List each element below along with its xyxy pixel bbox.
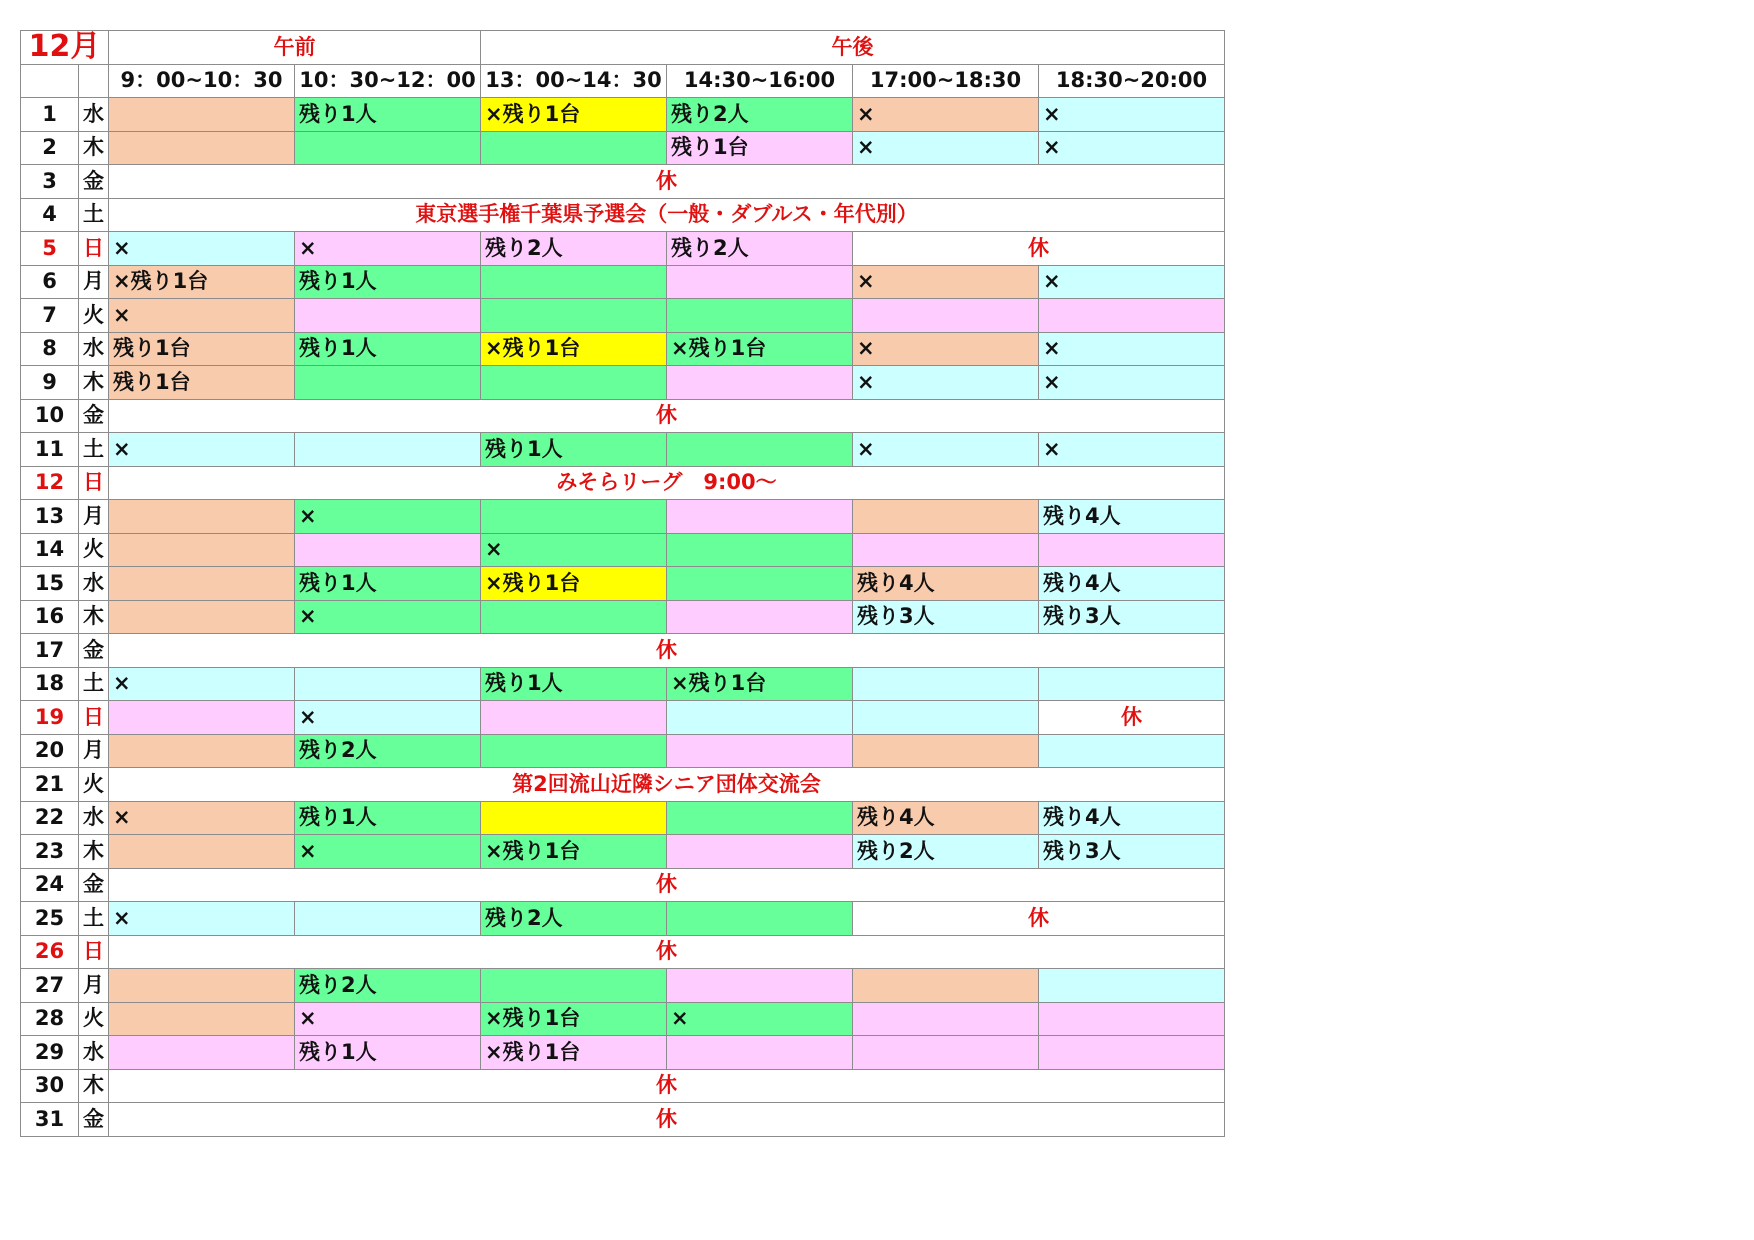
weekday: 土 — [79, 433, 109, 467]
day-row — [21, 935, 1225, 969]
slot-cell — [295, 299, 481, 333]
slot-cell — [853, 734, 1039, 768]
day-number: 5 — [21, 232, 79, 266]
slot-cell: 残り1人 — [295, 98, 481, 132]
day-row — [21, 667, 1225, 701]
day-row — [21, 131, 1225, 165]
schedule-table — [20, 30, 1225, 1137]
slot-cell — [667, 533, 853, 567]
weekday: 木 — [79, 1069, 109, 1103]
day-number: 6 — [21, 265, 79, 299]
slot-cell — [667, 265, 853, 299]
slot-header: 9：00~10：30 — [109, 64, 295, 98]
slot-header-row — [21, 64, 1225, 98]
slot-header: 17:00~18:30 — [853, 64, 1039, 98]
slot-cell — [109, 1036, 295, 1070]
weekday: 木 — [79, 131, 109, 165]
day-number: 10 — [21, 399, 79, 433]
slot-cell: 残り1台 — [109, 366, 295, 400]
slot-cell — [109, 969, 295, 1003]
weekday: 日 — [79, 232, 109, 266]
day-number: 3 — [21, 165, 79, 199]
slot-cell: × — [109, 433, 295, 467]
slot-cell — [295, 433, 481, 467]
slot-cell: 残り4人 — [1039, 500, 1225, 534]
day-number: 28 — [21, 1002, 79, 1036]
slot-cell: 残り1人 — [295, 1036, 481, 1070]
slot-cell: ×残り1台 — [667, 332, 853, 366]
full-day-note: 東京選手権千葉県予選会（一般・ダブルス・年代別） — [109, 198, 1225, 232]
slot-cell — [667, 734, 853, 768]
day-row — [21, 868, 1225, 902]
day-number: 22 — [21, 801, 79, 835]
slot-cell: × — [109, 801, 295, 835]
slot-cell: ×残り1台 — [481, 98, 667, 132]
day-number: 26 — [21, 935, 79, 969]
slot-cell — [853, 1002, 1039, 1036]
weekday: 月 — [79, 969, 109, 1003]
slot-cell: 残り4人 — [853, 567, 1039, 601]
weekday: 水 — [79, 98, 109, 132]
slot-cell — [667, 567, 853, 601]
slot-cell: 残り1人 — [295, 332, 481, 366]
slot-cell: 残り3人 — [1039, 835, 1225, 869]
slot-cell — [481, 969, 667, 1003]
weekday: 日 — [79, 935, 109, 969]
slot-cell — [109, 734, 295, 768]
day-row — [21, 366, 1225, 400]
slot-cell — [667, 433, 853, 467]
slot-cell: × — [481, 533, 667, 567]
blank-header-cell — [79, 64, 109, 98]
weekday: 木 — [79, 600, 109, 634]
day-row — [21, 466, 1225, 500]
day-number: 21 — [21, 768, 79, 802]
slot-cell: × — [295, 500, 481, 534]
slot-cell: × — [1039, 433, 1225, 467]
slot-cell — [481, 734, 667, 768]
slot-cell: 残り2人 — [667, 232, 853, 266]
slot-cell — [667, 902, 853, 936]
weekday: 日 — [79, 466, 109, 500]
weekday: 金 — [79, 165, 109, 199]
slot-cell: 残り1台 — [109, 332, 295, 366]
slot-cell — [667, 1036, 853, 1070]
slot-cell: 残り4人 — [1039, 567, 1225, 601]
slot-cell — [109, 835, 295, 869]
slot-cell: × — [853, 332, 1039, 366]
slot-cell — [109, 701, 295, 735]
full-day-note: 第2回流山近隣シニア団体交流会 — [109, 768, 1225, 802]
day-number: 12 — [21, 466, 79, 500]
slot-cell — [481, 701, 667, 735]
slot-cell: × — [1039, 131, 1225, 165]
day-row — [21, 567, 1225, 601]
slot-cell — [853, 701, 1039, 735]
slot-cell — [1039, 533, 1225, 567]
full-day-note: 休 — [109, 1103, 1225, 1137]
weekday: 土 — [79, 902, 109, 936]
slot-cell: × — [109, 232, 295, 266]
full-day-note: 休 — [109, 399, 1225, 433]
day-row — [21, 98, 1225, 132]
slot-cell: × — [853, 131, 1039, 165]
slot-cell — [109, 1002, 295, 1036]
slot-cell: 残り2人 — [853, 835, 1039, 869]
slot-cell: ×残り1台 — [481, 835, 667, 869]
slot-cell — [667, 500, 853, 534]
slot-cell: 残り1人 — [481, 433, 667, 467]
slot-cell: ×残り1台 — [481, 567, 667, 601]
day-row — [21, 634, 1225, 668]
day-number: 18 — [21, 667, 79, 701]
day-row — [21, 701, 1225, 735]
slot-cell: × — [295, 600, 481, 634]
slot-cell — [853, 1036, 1039, 1070]
day-row — [21, 433, 1225, 467]
day-row — [21, 299, 1225, 333]
month-label: 12月 — [21, 31, 109, 65]
weekday: 月 — [79, 265, 109, 299]
weekday: 金 — [79, 634, 109, 668]
weekday: 火 — [79, 533, 109, 567]
slot-header: 10：30~12：00 — [295, 64, 481, 98]
day-row — [21, 835, 1225, 869]
day-number: 14 — [21, 533, 79, 567]
slot-cell: × — [109, 299, 295, 333]
day-row — [21, 1069, 1225, 1103]
slot-header: 18:30~20:00 — [1039, 64, 1225, 98]
day-number: 27 — [21, 969, 79, 1003]
day-number: 23 — [21, 835, 79, 869]
day-row — [21, 165, 1225, 199]
slot-cell — [853, 667, 1039, 701]
slot-cell — [481, 600, 667, 634]
day-row — [21, 198, 1225, 232]
day-number: 8 — [21, 332, 79, 366]
slot-cell: ×残り1台 — [667, 667, 853, 701]
period-am-label: 午前 — [109, 31, 481, 65]
slot-cell — [481, 500, 667, 534]
day-row — [21, 1036, 1225, 1070]
day-number: 31 — [21, 1103, 79, 1137]
weekday: 金 — [79, 868, 109, 902]
slot-cell: × — [667, 1002, 853, 1036]
day-number: 24 — [21, 868, 79, 902]
weekday: 木 — [79, 366, 109, 400]
slot-cell — [109, 98, 295, 132]
full-day-note: 休 — [109, 868, 1225, 902]
slot-cell: × — [853, 433, 1039, 467]
slot-cell: 残り2人 — [667, 98, 853, 132]
day-row — [21, 801, 1225, 835]
weekday: 火 — [79, 1002, 109, 1036]
full-day-note: 休 — [109, 165, 1225, 199]
weekday: 金 — [79, 399, 109, 433]
weekday: 火 — [79, 768, 109, 802]
slot-cell: 残り2人 — [481, 902, 667, 936]
slot-cell — [853, 299, 1039, 333]
slot-cell: × — [295, 232, 481, 266]
day-number: 9 — [21, 366, 79, 400]
day-row — [21, 768, 1225, 802]
slot-cell — [1039, 1036, 1225, 1070]
day-number: 20 — [21, 734, 79, 768]
weekday: 土 — [79, 667, 109, 701]
slot-cell: ×残り1台 — [481, 1002, 667, 1036]
weekday: 水 — [79, 332, 109, 366]
slot-cell: ×残り1台 — [481, 1036, 667, 1070]
slot-cell — [1039, 734, 1225, 768]
slot-cell — [667, 801, 853, 835]
day-row — [21, 600, 1225, 634]
slot-cell — [481, 265, 667, 299]
weekday: 月 — [79, 734, 109, 768]
slot-header: 14:30~16:00 — [667, 64, 853, 98]
slot-cell: 残り1人 — [481, 667, 667, 701]
weekday: 水 — [79, 801, 109, 835]
period-pm-label: 午後 — [481, 31, 1225, 65]
slot-cell: × — [1039, 366, 1225, 400]
slot-cell — [295, 902, 481, 936]
slot-cell: 残り1人 — [295, 801, 481, 835]
day-row — [21, 399, 1225, 433]
slot-cell — [109, 567, 295, 601]
slot-cell — [295, 533, 481, 567]
slot-cell — [481, 366, 667, 400]
slot-cell: 残り3人 — [853, 600, 1039, 634]
weekday: 金 — [79, 1103, 109, 1137]
slot-cell: × — [109, 902, 295, 936]
blank-header-cell — [21, 64, 79, 98]
slot-cell — [295, 667, 481, 701]
slot-cell — [1039, 969, 1225, 1003]
slot-cell — [481, 131, 667, 165]
slot-cell: 残り1人 — [295, 567, 481, 601]
day-number: 19 — [21, 701, 79, 735]
slot-cell — [109, 131, 295, 165]
slot-cell — [667, 366, 853, 400]
slot-cell — [1039, 1002, 1225, 1036]
slot-cell — [481, 801, 667, 835]
day-row — [21, 332, 1225, 366]
weekday: 日 — [79, 701, 109, 735]
day-number: 1 — [21, 98, 79, 132]
full-day-note: 休 — [109, 935, 1225, 969]
slot-cell: × — [1039, 332, 1225, 366]
day-number: 7 — [21, 299, 79, 333]
full-day-note: 休 — [109, 1069, 1225, 1103]
day-row — [21, 232, 1225, 266]
day-number: 30 — [21, 1069, 79, 1103]
slot-cell: × — [853, 98, 1039, 132]
weekday: 火 — [79, 299, 109, 333]
period-header-row — [21, 31, 1225, 65]
weekday: 水 — [79, 1036, 109, 1070]
slot-cell — [667, 600, 853, 634]
slot-cell — [109, 500, 295, 534]
day-number: 11 — [21, 433, 79, 467]
slot-cell: 残り4人 — [853, 801, 1039, 835]
slot-cell: 残り2人 — [295, 734, 481, 768]
day-number: 25 — [21, 902, 79, 936]
slot-cell: 残り2人 — [481, 232, 667, 266]
slot-cell: 残り2人 — [295, 969, 481, 1003]
slot-cell — [667, 701, 853, 735]
day-row — [21, 969, 1225, 1003]
weekday: 木 — [79, 835, 109, 869]
closed-cell: 休 — [853, 902, 1225, 936]
closed-cell: 休 — [1039, 701, 1225, 735]
slot-cell — [853, 533, 1039, 567]
weekday: 水 — [79, 567, 109, 601]
weekday: 月 — [79, 500, 109, 534]
slot-cell: ×残り1台 — [481, 332, 667, 366]
day-row — [21, 265, 1225, 299]
slot-cell — [295, 366, 481, 400]
day-number: 4 — [21, 198, 79, 232]
day-row — [21, 1103, 1225, 1137]
weekday: 土 — [79, 198, 109, 232]
slot-cell: × — [1039, 265, 1225, 299]
slot-cell: × — [109, 667, 295, 701]
full-day-note: みそらリーグ 9:00～ — [109, 466, 1225, 500]
slot-cell: × — [295, 701, 481, 735]
slot-cell — [667, 835, 853, 869]
slot-cell — [109, 600, 295, 634]
day-number: 15 — [21, 567, 79, 601]
slot-cell — [481, 299, 667, 333]
slot-cell: ×残り1台 — [109, 265, 295, 299]
slot-cell — [295, 131, 481, 165]
slot-cell: × — [1039, 98, 1225, 132]
slot-cell — [853, 969, 1039, 1003]
day-row — [21, 1002, 1225, 1036]
day-row — [21, 734, 1225, 768]
slot-cell: 残り3人 — [1039, 600, 1225, 634]
day-number: 13 — [21, 500, 79, 534]
slot-cell: 残り1台 — [667, 131, 853, 165]
day-row — [21, 902, 1225, 936]
slot-cell: × — [295, 1002, 481, 1036]
slot-cell — [1039, 299, 1225, 333]
slot-cell: × — [853, 366, 1039, 400]
slot-cell — [667, 299, 853, 333]
day-number: 29 — [21, 1036, 79, 1070]
day-number: 16 — [21, 600, 79, 634]
slot-cell — [1039, 667, 1225, 701]
slot-cell: 残り1人 — [295, 265, 481, 299]
slot-cell: × — [853, 265, 1039, 299]
slot-header: 13：00~14：30 — [481, 64, 667, 98]
slot-cell — [109, 533, 295, 567]
slot-cell: × — [295, 835, 481, 869]
day-number: 2 — [21, 131, 79, 165]
slot-cell — [853, 500, 1039, 534]
day-number: 17 — [21, 634, 79, 668]
slot-cell: 残り4人 — [1039, 801, 1225, 835]
day-row — [21, 500, 1225, 534]
slot-cell — [667, 969, 853, 1003]
full-day-note: 休 — [109, 634, 1225, 668]
day-row — [21, 533, 1225, 567]
closed-cell: 休 — [853, 232, 1225, 266]
